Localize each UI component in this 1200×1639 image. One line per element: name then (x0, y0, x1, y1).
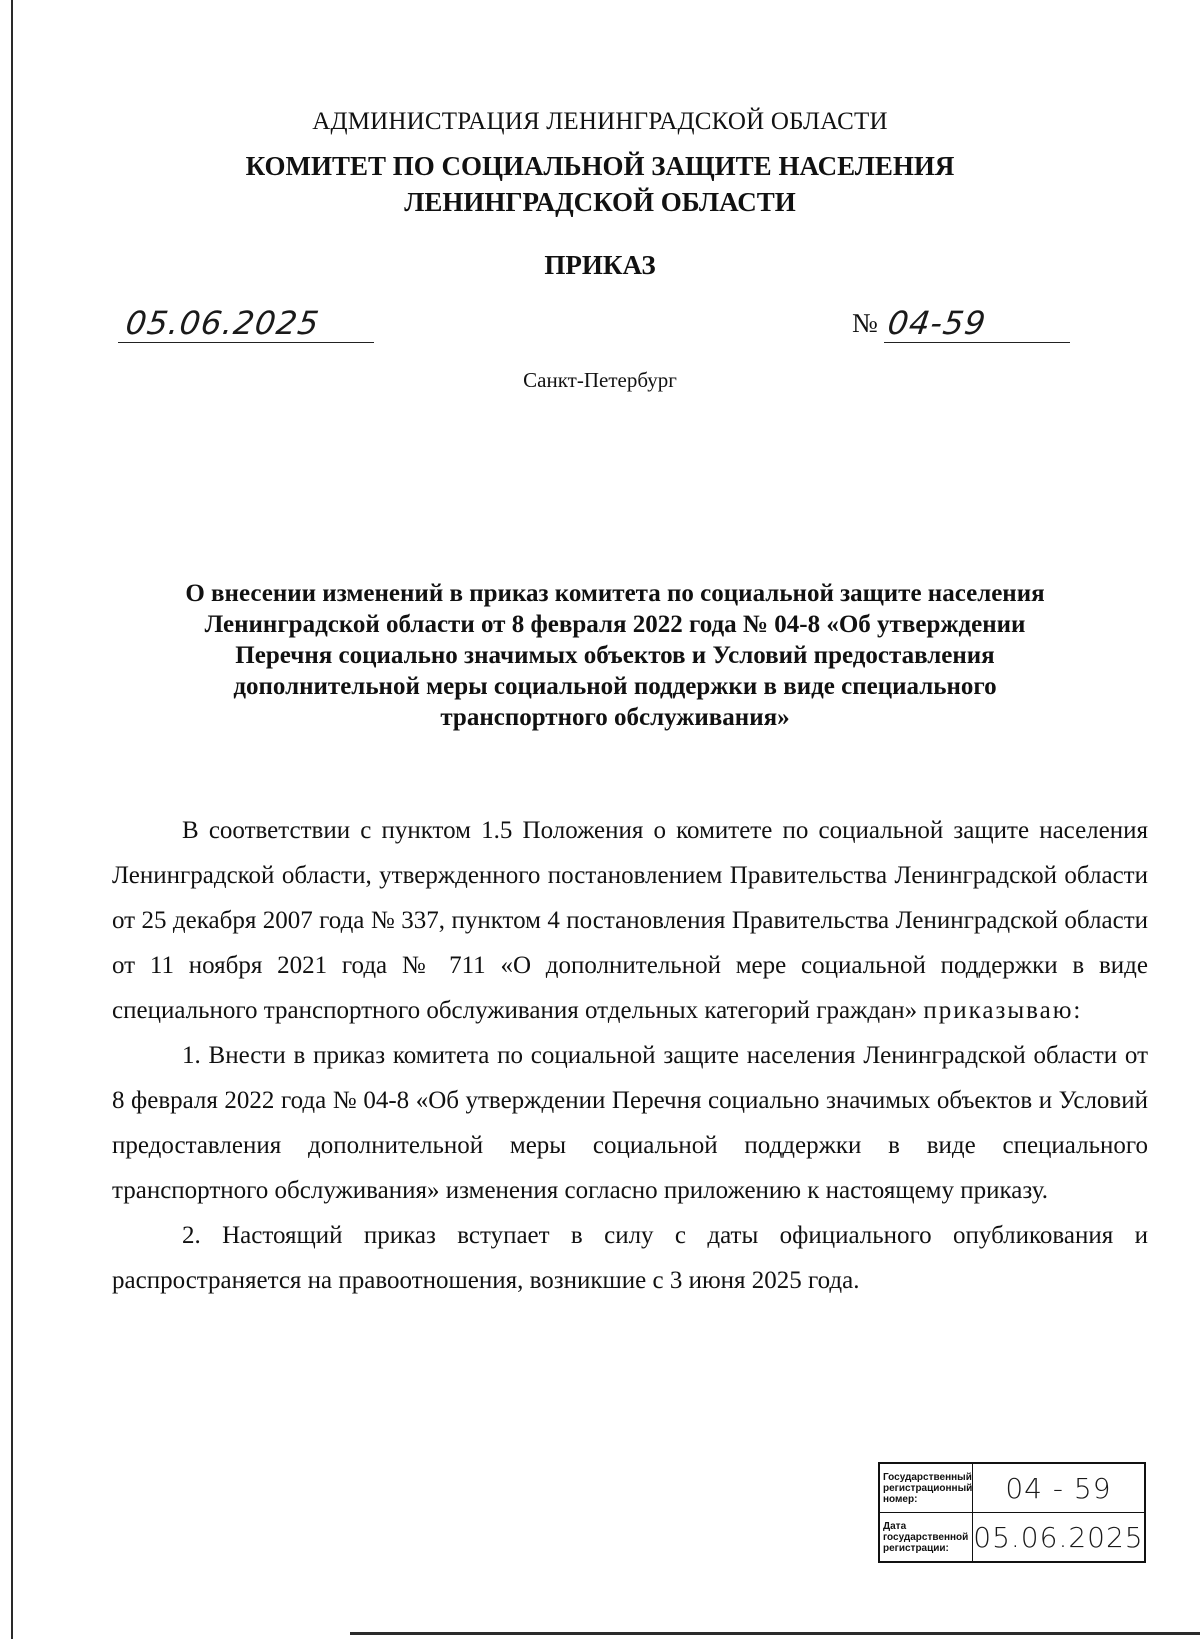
registration-date-row (879, 1513, 1145, 1563)
order-date-field (118, 302, 374, 343)
order-subject-line5: транспортного обслуживания» (440, 704, 790, 731)
preamble-text: В соответствии с пунктом 1.5 Положения о комитете по социальной защите населения Ленинградской области, утвержденного постановлением Правительства Ленинградской области от 25 декабря 2007 года № 337, пунктом 4 постановления Правительства Ленинградской области от 11 ноября 2021 года № 711 «О дополнительной мере социальной поддержки в виде специального транспортного обслуживания отдельных категорий граждан» (112, 817, 1148, 1024)
order-subject-line3: Перечня социально значимых объектов и Условий предоставления (235, 642, 995, 669)
order-subject-line1: О внесении изменений в приказ комитета по социальной защите населения (185, 580, 1045, 607)
order-subject (110, 578, 1120, 733)
item-2-paragraph: 2. Настоящий приказ вступает в силу с даты официального опубликования и распространяется на правоотношения, возникшие с 3 июня 2025 года. (112, 1222, 1148, 1294)
registration-date-value: 05.06.2025 (973, 1520, 1144, 1554)
registration-number-value: 04 - 59 (1005, 1471, 1112, 1505)
order-subject-line4: дополнительной меры социальной поддержки в виде специального (233, 673, 997, 700)
committee-heading-line2: ЛЕНИНГРАДСКОЙ ОБЛАСТИ (404, 187, 796, 217)
scan-edge-left (11, 0, 13, 1639)
preamble-paragraph (112, 808, 1148, 1033)
registration-number-value-cell (973, 1463, 1145, 1513)
order-number-field (884, 302, 1070, 343)
document-type-title: ПРИКАЗ (544, 250, 656, 280)
administration-heading: АДМИНИСТРАЦИЯ ЛЕНИНГРАДСКОЙ ОБЛАСТИ (312, 108, 888, 135)
committee-heading (0, 148, 1200, 220)
item-1-paragraph: 1. Внести в приказ комитета по социальной защите населения Ленинградской области от 8 февраля 2022 года № 04-8 «Об утверждении Перечня социально значимых объектов и Условий предоставления дополнительной меры социальной поддержки в виде специального транспортного обслуживания» изменения согласно приложению к настоящему приказу. (112, 1042, 1148, 1204)
decree-word: приказываю: (923, 997, 1083, 1024)
scan-edge-bottom (350, 1632, 1200, 1635)
number-sign: № (852, 308, 878, 338)
registration-stamp (878, 1462, 1146, 1563)
registration-number-row (879, 1463, 1145, 1513)
registration-date-label: Дата государственной регистрации: (879, 1513, 973, 1563)
committee-heading-line1: КОМИТЕТ ПО СОЦИАЛЬНОЙ ЗАЩИТЕ НАСЕЛЕНИЯ (245, 151, 955, 181)
order-body (112, 808, 1148, 1303)
registration-date-value-cell (973, 1513, 1145, 1563)
order-date-handwritten: 05.06.2025 (123, 304, 322, 342)
order-subject-line2: Ленинградской области от 8 февраля 2022 года № 04-8 «Об утверждении (204, 611, 1026, 638)
order-number-handwritten: 04-59 (885, 304, 989, 342)
registration-number-label: Государственный регистрационный номер: (879, 1463, 973, 1513)
city-name: Санкт-Петербург (523, 368, 677, 392)
